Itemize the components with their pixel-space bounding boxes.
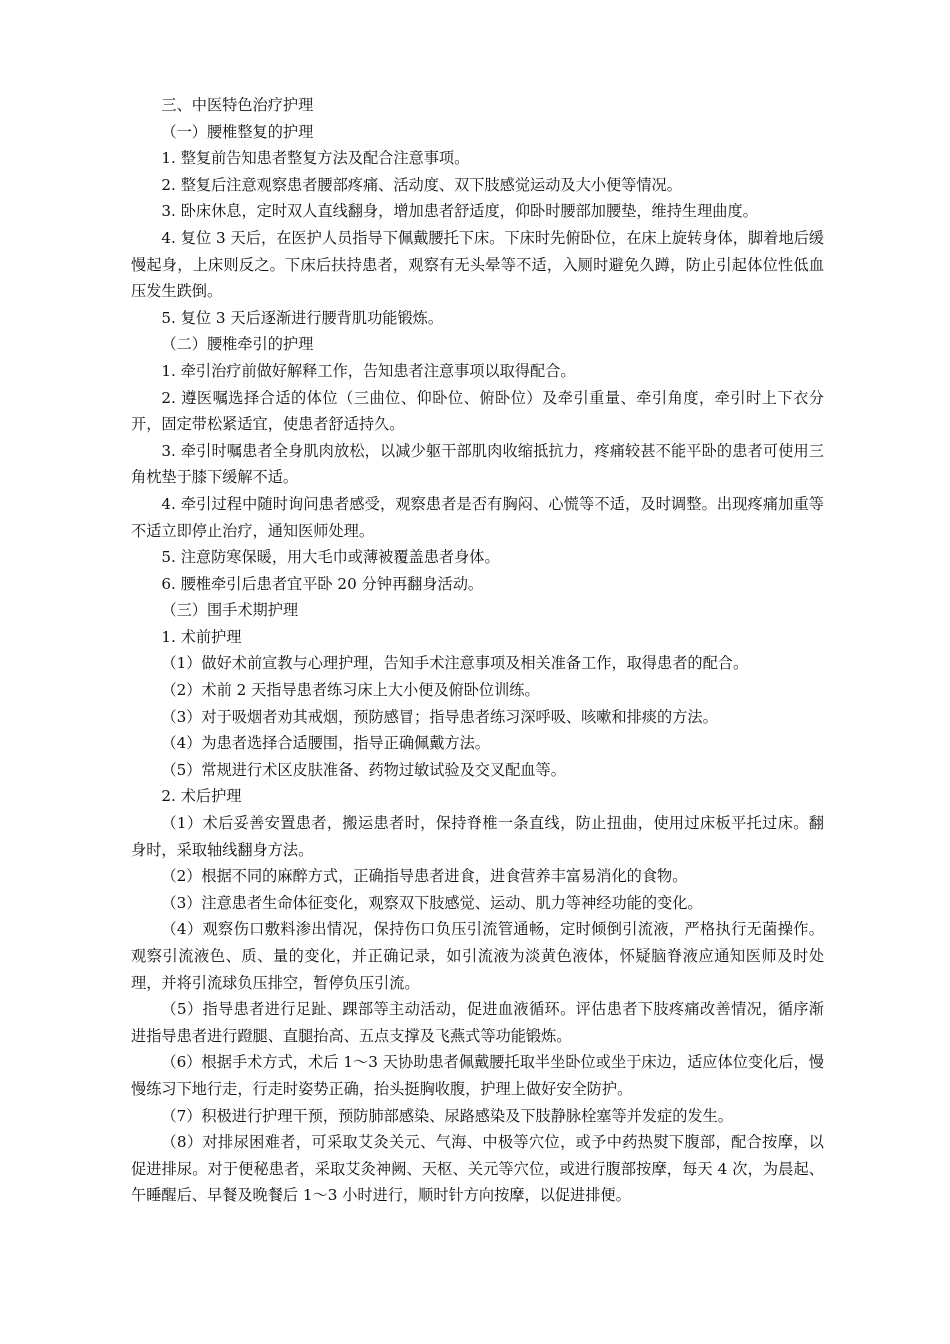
item-heading: 1. 术前护理 xyxy=(161,627,242,646)
paragraph: （5）指导患者进行足趾、踝部等主动活动，促进血液循环。评估患者下肢疼痛改善情况，循序渐进指导患者进行蹬腿、直腿抬高、五点支撑及飞燕式等功能锻炼。 xyxy=(131,1000,824,1045)
paragraph: （6）根据手术方式，术后 1～3 天协助患者佩戴腰托取半坐卧位或坐于床边，适应体位变化后，慢慢练习下地行走，行走时姿势正确，抬头挺胸收腹，护理上做好安全防护。 xyxy=(131,1053,824,1098)
paragraph: （4）为患者选择合适腰围，指导正确佩戴方法。 xyxy=(161,734,490,753)
paragraph: 1. 整复前告知患者整复方法及配合注意事项。 xyxy=(161,149,470,168)
paragraph: 1. 牵引治疗前做好解释工作，告知患者注意事项以取得配合。 xyxy=(161,361,576,380)
paragraph: （3）注意患者生命体征变化，观察双下肢感觉、运动、肌力等神经功能的变化。 xyxy=(161,893,703,912)
subsection-heading: （一）腰椎整复的护理 xyxy=(161,122,314,141)
subsection-heading: （三）围手术期护理 xyxy=(161,601,299,620)
paragraph: （5）常规进行术区皮肤准备、药物过敏试验及交叉配血等。 xyxy=(161,760,566,779)
paragraph: 3. 卧床休息，定时双人直线翻身，增加患者舒适度，仰卧时腰部加腰垫，维持生理曲度。 xyxy=(161,202,758,221)
paragraph: （3）对于吸烟者劝其戒烟，预防感冒；指导患者练习深呼吸、咳嗽和排痰的方法。 xyxy=(161,707,718,726)
paragraph: （8）对排尿困难者，可采取艾灸关元、气海、中极等穴位，或予中药热熨下腹部，配合按摩，以促进排尿。对于便秘患者，采取艾灸神阙、天枢、关元等穴位，或进行腹部按摩，每天 4 次，为晨起、午睡醒后、早餐及晚餐后 1～3 小时进行，顺时针方向按摩，以促进排便。 xyxy=(131,1133,824,1205)
paragraph: 6. 腰椎牵引后患者宜平卧 20 分钟再翻身活动。 xyxy=(161,574,484,593)
paragraph: （1）做好术前宣教与心理护理，告知手术注意事项及相关准备工作，取得患者的配合。 xyxy=(161,654,749,673)
subsection-heading: （二）腰椎牵引的护理 xyxy=(161,335,314,354)
item-heading: 2. 术后护理 xyxy=(161,787,242,806)
paragraph: （7）积极进行护理干预，预防肺部感染、尿路感染及下肢静脉栓塞等并发症的发生。 xyxy=(161,1106,733,1125)
paragraph: 2. 整复后注意观察患者腰部疼痛、活动度、双下肢感觉运动及大小便等情况。 xyxy=(161,175,682,194)
paragraph: 4. 复位 3 天后，在医护人员指导下佩戴腰托下床。下床时先俯卧位，在床上旋转身体，脚着地后缓慢起身，上床则反之。下床后扶持患者，观察有无头晕等不适，入厕时避免久蹲，防止引起体位性低血压发生跌倒。 xyxy=(131,228,824,301)
paragraph: 4. 牵引过程中随时询问患者感受，观察患者是否有胸闷、心慌等不适，及时调整。出现疼痛加重等不适立即停止治疗，通知医师处理。 xyxy=(131,494,824,540)
paragraph: 5. 注意防寒保暖，用大毛巾或薄被覆盖患者身体。 xyxy=(161,548,500,567)
paragraph: （2）术前 2 天指导患者练习床上大小便及俯卧位训练。 xyxy=(161,681,540,700)
paragraph: 2. 遵医嘱选择合适的体位（三曲位、仰卧位、俯卧位）及牵引重量、牵引角度，牵引时上下衣分开，固定带松紧适宜，使患者舒适持久。 xyxy=(131,388,824,434)
paragraph: （4）观察伤口敷料渗出情况，保持伤口负压引流管通畅，定时倾倒引流液，严格执行无菌操作。观察引流液色、质、量的变化，并正确记录，如引流液为淡黄色液体，怀疑脑脊液应通知医师及时处理，并将引流球负压排空，暂停负压引流。 xyxy=(131,920,824,992)
document-page xyxy=(131,92,824,1209)
section-heading: 三、中医特色治疗护理 xyxy=(161,96,314,114)
paragraph: （2）根据不同的麻醉方式，正确指导患者进食，进食营养丰富易消化的食物。 xyxy=(161,867,688,886)
paragraph: （1）术后妥善安置患者，搬运患者时，保持脊椎一条直线，防止扭曲，使用过床板平托过床。翻身时，采取轴线翻身方法。 xyxy=(131,814,824,859)
paragraph: 3. 牵引时嘱患者全身肌肉放松，以减少躯干部肌肉收缩抵抗力，疼痛较甚不能平卧的患者可使用三角枕垫于膝下缓解不适。 xyxy=(131,441,824,487)
paragraph: 5. 复位 3 天后逐渐进行腰背肌功能锻炼。 xyxy=(161,308,444,327)
